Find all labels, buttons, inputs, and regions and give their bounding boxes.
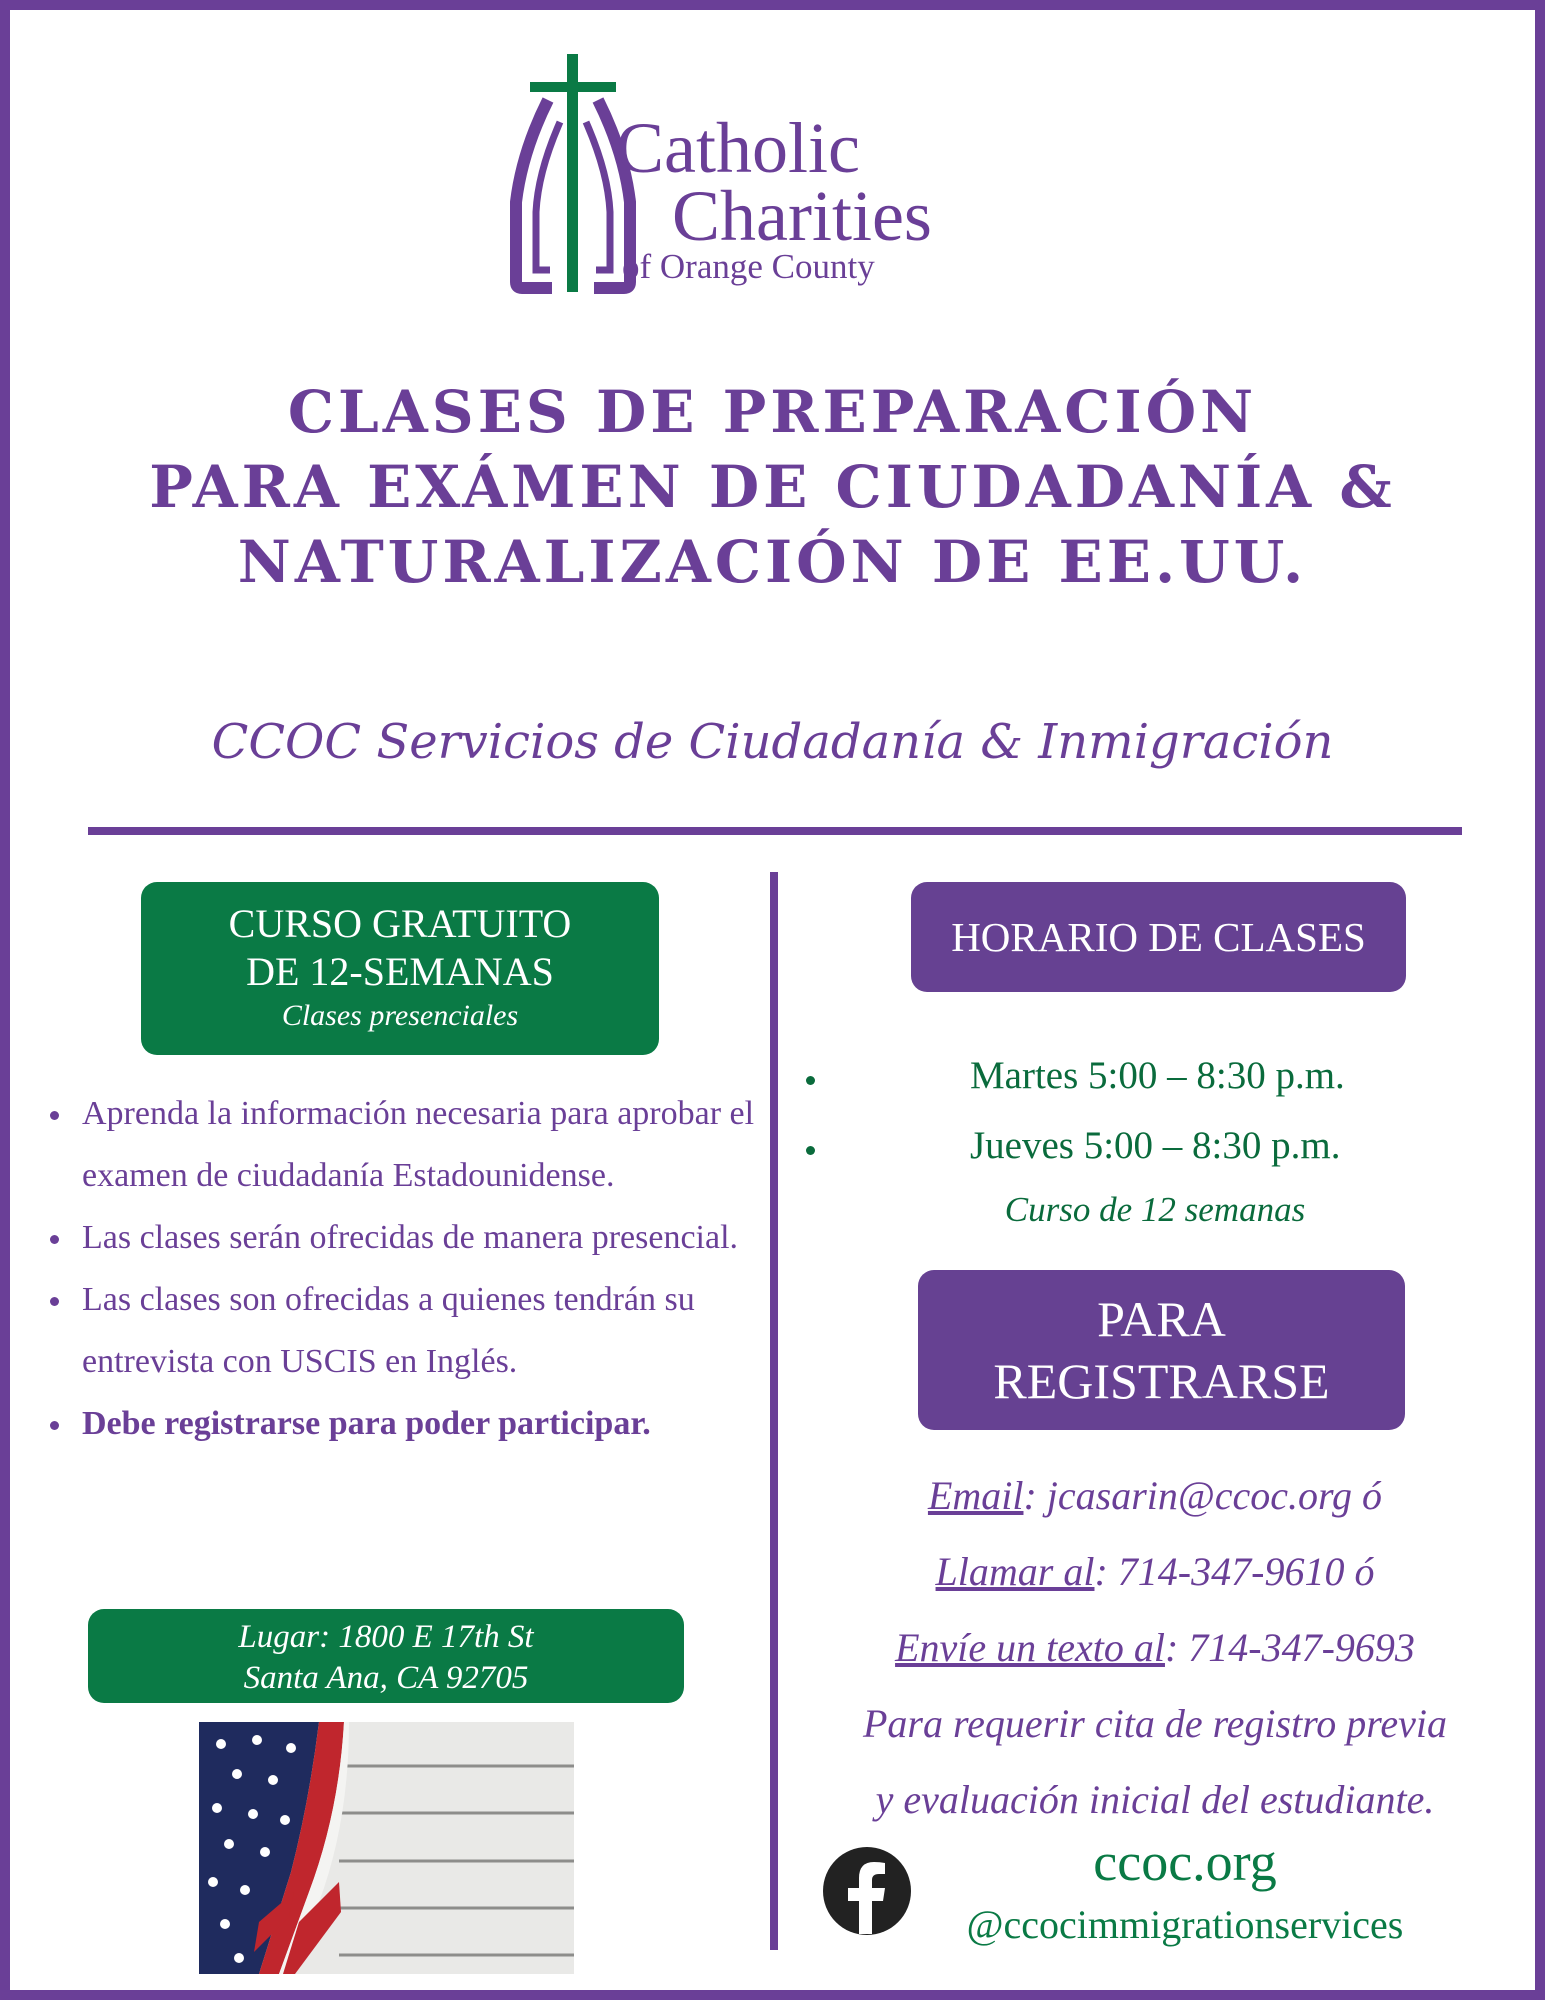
location-line-2: Santa Ana, CA 92705 [243, 1660, 529, 1696]
horizontal-divider [88, 827, 1462, 835]
headline-line-1: CLASES DE PREPARACIÓN [287, 378, 1258, 446]
schedule-item-tuesday: Martes 5:00 – 8:30 p.m. [800, 1046, 1450, 1116]
info-bullet-list [44, 1083, 764, 1455]
contact-email-row [800, 1462, 1510, 1538]
contact-note-2: y evaluación inicial del estudiante. [875, 1777, 1435, 1822]
website-link[interactable]: ccoc.org [1093, 1832, 1277, 1892]
logo-word-catholic: Catholic [616, 108, 860, 188]
contact-info [800, 1462, 1510, 1842]
schedule-box: HORARIO DE CLASES [911, 882, 1406, 992]
text-label: Envíe un texto al [895, 1625, 1165, 1670]
email-value[interactable]: : jcasarin@ccoc.org ó [1023, 1473, 1383, 1518]
subtitle: CCOC Servicios de Ciudadanía & Inmigración [211, 714, 1334, 770]
vertical-divider [770, 872, 778, 1950]
register-line-2: REGISTRARSE [993, 1353, 1330, 1409]
register-box [918, 1270, 1405, 1430]
logo-word-county: of Orange County [622, 247, 875, 286]
course-title-line-2: DE 12-SEMANAS [246, 949, 554, 994]
headline-line-3: NATURALIZACIÓN DE EE.UU. [237, 528, 1308, 596]
headline-line-2: PARA EXÁMEN DE CIUDADANÍA & [149, 453, 1396, 521]
text-value[interactable]: : 714-347-9693 [1164, 1625, 1415, 1670]
location-box [88, 1609, 684, 1703]
schedule-note: Curso de 12 semanas [1004, 1190, 1306, 1229]
register-line-1: PARA [1097, 1291, 1226, 1347]
ccoc-logo [508, 52, 1048, 297]
bullet-item: Aprenda la información necesaria para aprobar el examen de ciudadanía Estadounidense. [44, 1083, 764, 1207]
contact-text-row [800, 1614, 1510, 1690]
call-value[interactable]: : 714-347-9610 ó [1094, 1549, 1375, 1594]
call-label: Llamar al [935, 1549, 1095, 1594]
facebook-icon[interactable] [822, 1846, 912, 1936]
logo-word-charities: Charities [672, 176, 932, 256]
course-title-line-1: CURSO GRATUITO [228, 901, 572, 946]
contact-note-1: Para requerir cita de registro previa [863, 1701, 1447, 1746]
social-handle[interactable]: @ccocimmigrationservices [966, 1902, 1404, 1947]
schedule-item-thursday: Jueves 5:00 – 8:30 p.m. [800, 1116, 1450, 1186]
bullet-item: Las clases serán ofrecidas de manera presencial. [44, 1207, 764, 1269]
american-flag-photo [199, 1722, 574, 1974]
headline [60, 375, 1485, 600]
schedule-list [800, 1046, 1450, 1186]
location-line-1: Lugar: 1800 E 17th St [238, 1619, 534, 1655]
contact-call-row [800, 1538, 1510, 1614]
course-box [141, 882, 659, 1055]
bullet-item-register-required: Debe registrarse para poder participar. [44, 1393, 764, 1455]
email-label: Email [927, 1473, 1024, 1518]
course-subtitle: Clases presenciales [281, 999, 519, 1032]
bullet-item: Las clases son ofrecidas a quienes tendrán su entrevista con USCIS en Inglés. [44, 1269, 764, 1393]
